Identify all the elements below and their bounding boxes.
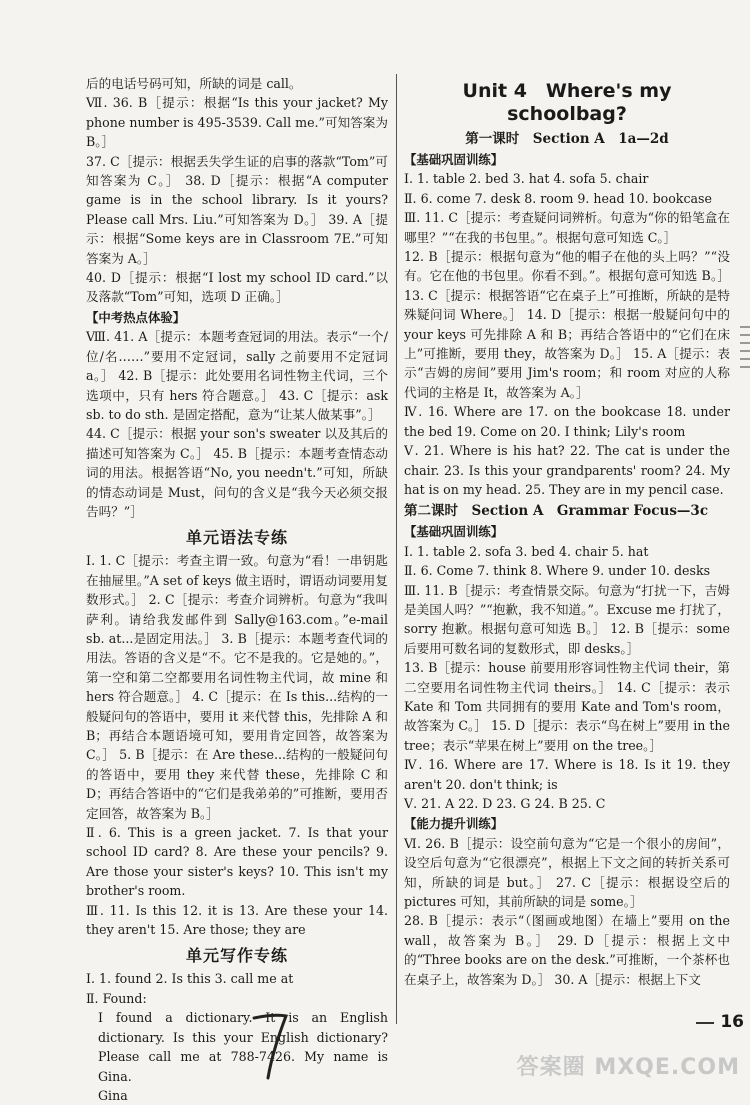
answer-paragraph: 40. D［提示：根据“I lost my school ID card.”以及落款“Tom”可知，选项 D 正确。］ [86,270,388,305]
lesson-heading: 第二课时 Section A Grammar Focus—3c [404,503,709,520]
answer-paragraph: Ⅱ. Found: [86,990,147,1006]
answer-paragraph: Ⅴ. 21. Where is his hat? 22. The cat is under the chair. 23. Is this your grandparents' room? 24. My hat is on my head. 25. They are in my pencil case. [404,443,730,497]
answer-paragraph: 13. B［提示：house 前要用形容词性物主代词 their，第二空要用名词性物主代词 theirs。］ 14. C［提示：表示 Kate 和 Tom 共同拥有的要用 Kate and Tom's room，故答案为 C。］ 15. D［提示：表示“鸟在树上”要用 in the tree；表示“苹果在树上”要用 on the tree。］ [404,660,730,753]
answer-paragraph: 37. C［提示：根据丢失学生证的启事的落款“Tom”可知答案为 C。］ 38. D［提示：根据“A computer game is in the school library. Is it yours? Please call Mrs. Liu.”可知答案为 D。］ 39. A［提示：根据“Some keys are in Classroom 7E.”可知答案为 A。］ [86,153,388,266]
answer-paragraph: Ⅲ. 11. Is this 12. it is 13. Are these your 14. they aren't 15. Are those; they are [86,902,388,938]
answer-paragraph: 12. B［提示：根据句意为“他的帽子在他的头上吗？”“没有。它在他的书包里。你看不到。”。根据句意可知选 B。］ 13. C［提示：根据答语“它在桌子上”可推断，所缺的是特殊疑问词 Where。］ 14. D［提示：根据一般疑问句中的 your keys 可先排除 A 和 B；再结合答语中的“它们在床上”可推断，要用 they，故答案为 D。］ 15. A［提示：表示“吉姆的房间”要用 Jim's room；和 room 对应的人称代词的主格是 It，故答案为 A。］ [404,249,730,400]
answer-paragraph: 后的电话号码可知，所缺的词是 call。 [86,76,302,91]
answer-paragraph: Ⅴ. 21. A 22. D 23. G 24. B 25. C [404,796,606,811]
unit-title: Unit 4 Where's my schoolbag? [462,80,672,125]
answer-paragraph: Ⅵ. 26. B［提示：设空前句意为“它是一个很小的房间”，设空后句意为“它很漂亮”，根据上下文之间的转折关系可知，所缺的词是 but。］ 27. C［提示：根据设空后的 pictures 可知，其前所缺的词是 some。］ [404,835,730,910]
exercise-group-label: 【中考热点体验】 [86,309,186,325]
section-heading: 单元语法专练 [185,528,288,548]
letter-text: Gina [98,1087,128,1103]
answer-paragraph: Ⅶ. 36. B［提示：根据“Is this your jacket? My phone number is 495-3539. Call me.”可知答案为 B。］ [86,95,388,150]
exercise-group-label: 【基础巩固训练】 [404,152,504,167]
answer-paragraph: 28. B［提示：表示“（图画或地图）在墙上”要用 on the wall，故答案为 B。］ 29. D［提示：根据上文中的“Three books are on the desk.”可推断，一个茶杯也在桌子上，故答案为 D。］ 30. A［提示：根据上下文 [404,913,730,987]
edge-tab-marks [740,320,750,480]
answer-paragraph: Ⅲ. 11. C［提示：考查疑问词辨析。句意为“你的铅笔盒在哪里？”“在我的书包里。”。根据句意可知选 C。］ [404,210,730,245]
answer-paragraph: 44. C［提示：根据 your son's sweater 以及其后的描述可知答案为 C。］ 45. B［提示：本题考查情态动词的用法。根据答语“No, you needn't.”可知，所缺的情态动词是 Must，问句的含义是“我今天必须交报告吗？”］ [86,426,388,519]
answer-paragraph: Ⅳ. 16. Where are 17. Where is 18. Is it 19. they aren't 20. don't think; is [404,757,730,792]
answer-paragraph: Ⅷ. 41. A［提示：本题考查冠词的用法。表示“一个/位/名……”要用不定冠词，sally 之前要用不定冠词 a。］ 42. B［提示：此处要用名词性物主代词，三个选项中，只有 hers 符合题意。］ 43. C［提示：ask sb. to do sth. 是固定搭配，意为“让某人做某事”。］ [86,329,388,422]
section-heading: 单元写作专练 [185,946,288,966]
answer-paragraph: Ⅰ. 1. table 2. sofa 3. bed 4. chair 5. hat [404,543,649,559]
answer-paragraph: Ⅱ. 6. This is a green jacket. 7. Is that your school ID card? 8. Are these your pencils? 9. Are those your sister's keys? 10. This isn't my brother's room. [86,825,388,899]
watermark: 答案圈 MXQE.COM [516,1055,740,1080]
answer-paragraph: Ⅱ. 6. Come 7. think 8. Where 9. under 10. desks [404,563,711,579]
exercise-group-label: 【能力提升训练】 [404,816,504,832]
answer-paragraph: Ⅳ. 16. Where are 17. on the bookcase 18. under the bed 19. Come on 20. I think; Lily's room [404,404,730,439]
page-number: 16 [720,1012,744,1032]
answer-paragraph: Ⅰ. 1. table 2. bed 3. hat 4. sofa 5. chair [404,171,649,187]
answer-paragraph: Ⅱ. 6. come 7. desk 8. room 9. head 10. bookcase [404,190,712,206]
exercise-group-label: 【基础巩固训练】 [404,524,504,540]
letter-text: I found a dictionary. It is an English dictionary. Is this your English dictionary? Please call me at 788-7426. My name is Gina. [98,1010,388,1084]
answer-paragraph: Ⅰ. 1. C［提示：考查主谓一致。句意为“看！一串钥匙在抽屉里。”A set of keys 做主语时，谓语动词要用复数形式。］ 2. C［提示：考查介词辨析。句意为“我叫萨利。请给我发邮件到 Sally@163.com。”e-mail sb. at...是固定用法。］ 3. B［提示：本题考查代词的用法。答语的含义是“不。它不是我的。它是她的。”，第一空和第二空都要用名词性物主代词，故 mine 和 hers 符合题意。］ 4. C［提示：在 Is this...结构的一般疑问句的答语中，要用 it 来代替 this，先排除 A 和 B；再结合本题语境可知，要用肯定回答，故答案为 C。］ 5. B［提示：在 Are these...结构的一般疑问句的答语中，要用 they 来代替 these，先排除 C 和 D；再结合答语中的“它们是我弟弟的”可推断，要用否定回答，故答案为 B。］ [86,553,388,821]
answer-paragraph: Ⅲ. 11. B［提示：考查情景交际。句意为“打扰一下，吉姆是美国人吗？”“抱歉，我不知道。”。Excuse me 打扰了，sorry 抱歉。根据句意可知选 B。］ 12. B［提示：some 后要用可数名词的复数形式，即 desks。］ [404,582,730,656]
page-number-dash [696,1022,714,1024]
handwritten-seven-mark [248,1010,292,1082]
lesson-heading: 第一课时 Section A 1a—2d [465,131,669,147]
left-column [86,74,388,1105]
answer-paragraph: Ⅰ. 1. found 2. Is this 3. call me at [86,971,294,987]
right-column [404,74,730,989]
column-divider [396,74,397,1024]
